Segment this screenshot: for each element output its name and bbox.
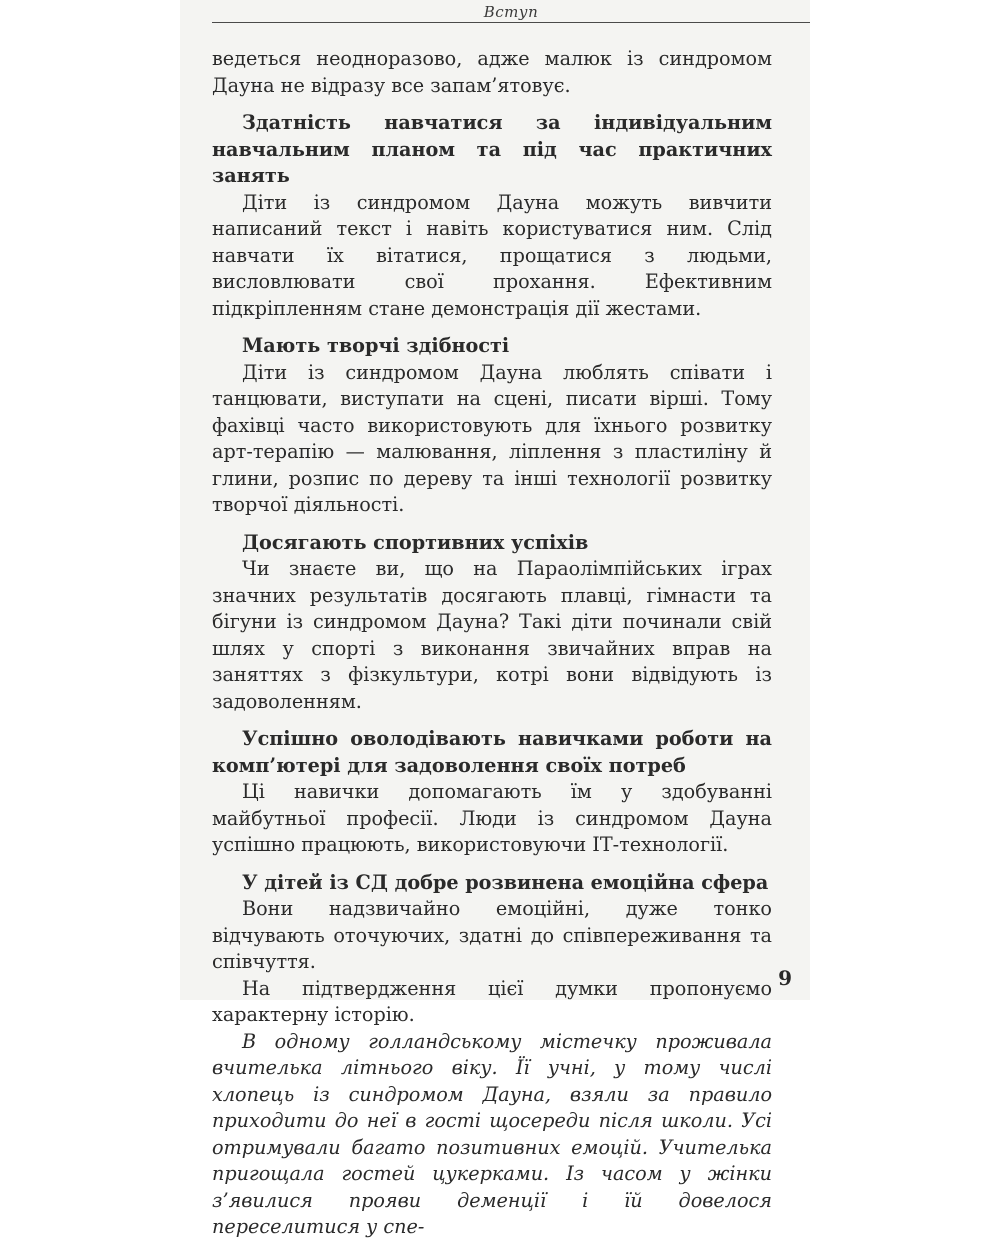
paragraph-creativity: Діти із синдромом Дауна люблять співати і танцювати, виступати на сцені, писати вірші. Тому фахівці часто використовують для їхнього розвитку арт-терапію — малювання, ліплення з пластиліну й глини, розпис по дереву та інші технології розвитку творчої діяльності. — [212, 360, 772, 516]
book-page — [180, 0, 810, 1238]
paragraph-computers: Ці навички допомагають їм у здобуванні майбутньої професії. Люди із синдромом Дауна успішно працюють, використовуючи ІТ-технології. — [212, 780, 772, 856]
section-heading-learning: Здатність навчатися за індивідуальним навчальним планом та під час практичних занять — [212, 111, 772, 187]
body-text — [212, 46, 772, 1241]
paragraph-learning: Діти із синдромом Дауна можуть вивчити написаний текст і навіть користуватися ним. Слід навчати їх вітатися, прощатися з людьми, висловлювати свої прохання. Ефективним підкріпленням стане демонстрація дії жестами. — [212, 190, 772, 320]
page-header — [212, 0, 810, 23]
paragraph-emotions: Вони надзвичайно емоційні, дуже тонко відчувають оточуючих, здатні до співпереживання та співчуття. — [212, 897, 772, 973]
section-heading-sports: Досягають спортивних успіхів — [242, 530, 589, 554]
section-heading-computers: Успішно оволодівають навичками роботи на комп’ютері для задоволення своїх потреб — [212, 727, 772, 777]
paragraph-story-intro: На підтвердження цієї думки пропонуємо характерну історію. — [212, 976, 772, 1026]
running-head: Вступ — [483, 3, 539, 21]
paragraph-continuation: ведеться неодноразово, адже малюк із синдромом Дауна не відразу все запам’ятовує. — [212, 47, 772, 97]
section-heading-emotions: У дітей із СД добре розвинена емоційна сфера — [242, 870, 769, 894]
paragraph-sports: Чи знаєте ви, що на Параолімпійських іграх значних результатів досягають плавці, гімнасти та бігуни із синдромом Дауна? Такі діти починали свій шлях у спорті з виконання звичайних вправ на заняттях з фізкультури, котрі вони відвідують із задоволенням. — [212, 557, 772, 713]
paragraph-story: В одному голландському містечку проживала вчителька літнього віку. Її учні, у тому числі хлопець із синдромом Дауна, взяли за правило приходити до неї в гості щосереди після школи. Усі отримували багато позитивних емоцій. Учителька пригощала гостей цукерками. Із часом у жінки з’явилися прояви деменції і їй довелося переселитися у спе- — [212, 1029, 772, 1238]
section-heading-creativity: Мають творчі здібності — [242, 334, 510, 357]
page-number: 9 — [778, 966, 792, 990]
